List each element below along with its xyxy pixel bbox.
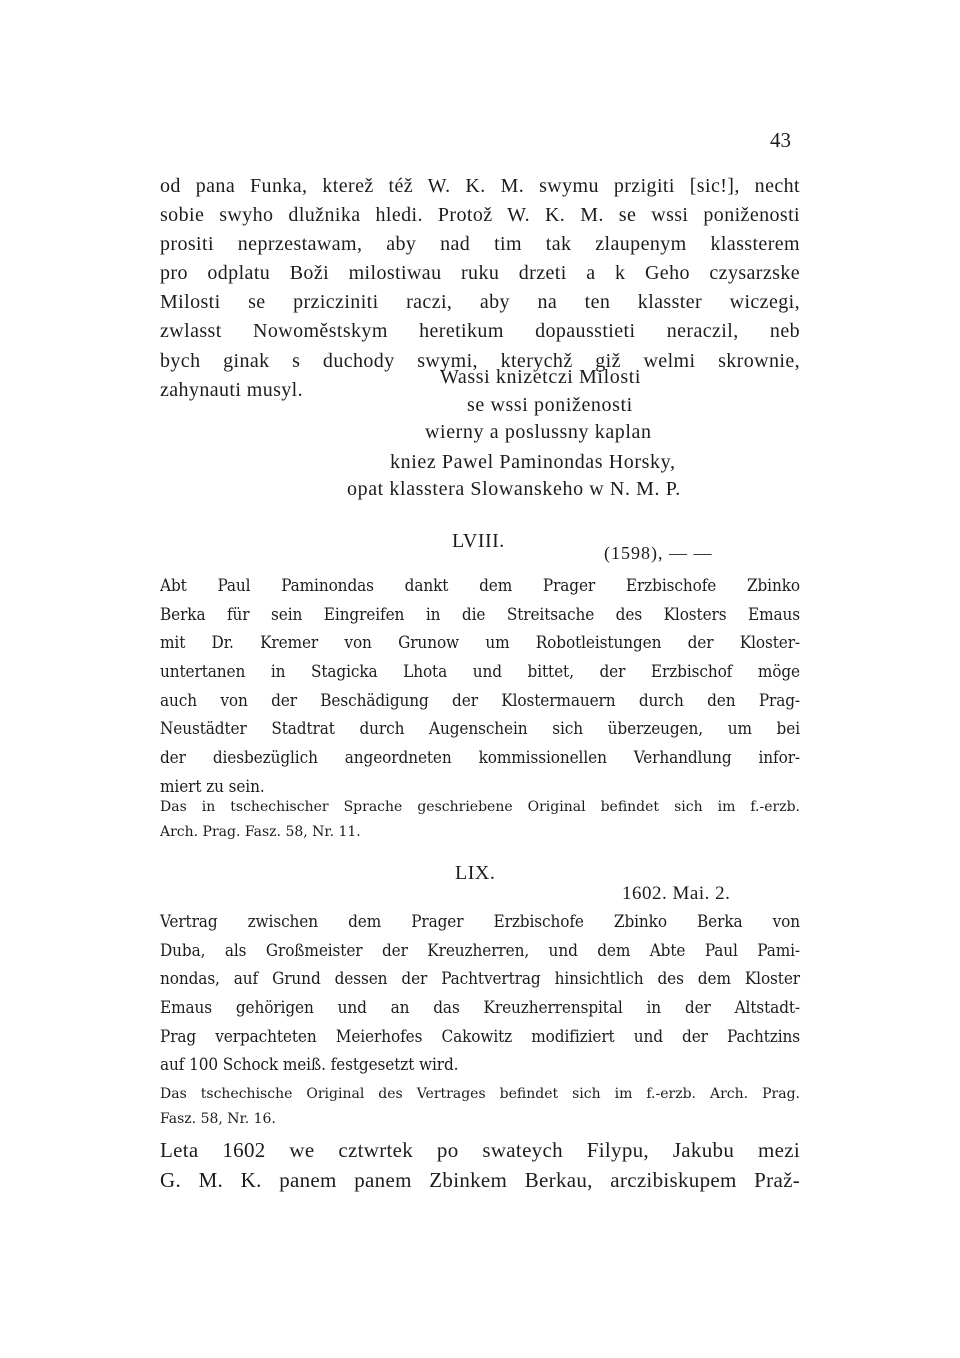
summary-line: Vertrag zwischen dem Prager Erzbischofe Zbinko Berka von <box>160 912 800 932</box>
summary-line: Duba, als Großmeister der Kreuzherren, und dem Abte Paul Pami- <box>160 940 800 961</box>
summary-line: Abt Paul Paminondas dankt dem Prager Erzbischofe Zbinko <box>160 576 800 596</box>
summary-line: mit Dr. Kremer von Grunow um Robotleistungen der Kloster- <box>160 633 800 654</box>
summary-line: nondas, auf Grund dessen der Pachtvertrag hinsichtlich des dem Kloster <box>160 969 800 990</box>
document-number: LVIII. <box>452 530 505 552</box>
note-line: Das tschechische Original des Vertrages befindet sich im f.-erzb. Arch. Prag. <box>160 1086 800 1102</box>
summary-line: untertanen in Stagicka Lhota und bittet, der Erzbischof möge <box>160 662 800 683</box>
text-line: zahynauti musyl. <box>160 378 304 401</box>
text-line: od pana Funka, kterež též W. K. M. swymu przigiti [sic!], necht <box>160 175 800 197</box>
summary-line: Berka für sein Eingreifen in die Streitsache des Klosters Emaus <box>160 604 800 625</box>
text-line: bych ginak s duchody swymi, kterychž giž welmi skrownie, <box>160 349 800 372</box>
page-number: 43 <box>770 128 791 152</box>
document-summary <box>160 572 800 802</box>
text-line: Leta 1602 we cztwrtek po swateych Filypu, Jakubu mezi <box>160 1138 800 1162</box>
summary-line: auch von der Beschädigung der Klostermauern durch den Prag- <box>160 690 800 711</box>
archive-note <box>160 795 800 845</box>
note-line: Das in tschechischer Sprache geschriebene Original befindet sich im f.-erzb. <box>160 799 800 815</box>
summary-line: der diesbezüglich angeordneten kommissionellen Verhandlung infor- <box>160 748 800 769</box>
signature-line: opat klasstera Slowanskeho w N. M. P. <box>347 478 681 500</box>
text-line: pro odplatu Boži milostiwau ruku drzeti a k Geho czysarzske <box>160 262 800 285</box>
text-line: zwlasst Nowoměstskym heretikum dopausstieti neraczil, neb <box>160 320 800 343</box>
signature-line: kniez Pawel Paminondas Horsky, <box>390 451 676 473</box>
text-line: prositi neprzestawam, aby nad tim tak zlaupenym klassterem <box>160 233 800 256</box>
text-line: sobie swyho dlužnika hledi. Protož W. K. M. se wssi poniženosti <box>160 204 800 227</box>
summary-line: Neustädter Stadtrat durch Augenschein sich überzeugen, um bei <box>160 719 800 740</box>
summary-line: Emaus gehörigen und an das Kreuzherrenspital in der Altstadt- <box>160 998 800 1019</box>
summary-line: auf 100 Schock meiß. festgesetzt wird. <box>160 1055 459 1076</box>
text-line: Milosti se przicziniti raczi, aby na ten klasster wiczegi, <box>160 291 800 314</box>
summary-line: Prag verpachteten Meierhofes Cakowitz modifiziert und der Pachtzins <box>160 1026 800 1047</box>
document-date: (1598), — — <box>604 543 713 563</box>
note-line: Fasz. 58, Nr. 16. <box>160 1111 276 1127</box>
document-text <box>160 1135 800 1195</box>
summary-line: miert zu sein. <box>160 776 265 797</box>
text-line: G. M. K. panem panem Zbinkem Berkau, arczibiskupem Praž- <box>160 1168 800 1192</box>
document-date: 1602. Mai. 2. <box>622 883 731 904</box>
note-line: Arch. Prag. Fasz. 58, Nr. 11. <box>160 824 361 840</box>
signature-line: wierny a poslussny kaplan <box>425 421 652 443</box>
signature-line: se wssi poniženosti <box>467 394 633 416</box>
archive-note <box>160 1082 800 1132</box>
document-summary <box>160 908 800 1080</box>
signature-line: Wassi knizetczi Milosti <box>440 366 642 388</box>
document-number: LIX. <box>455 862 496 884</box>
